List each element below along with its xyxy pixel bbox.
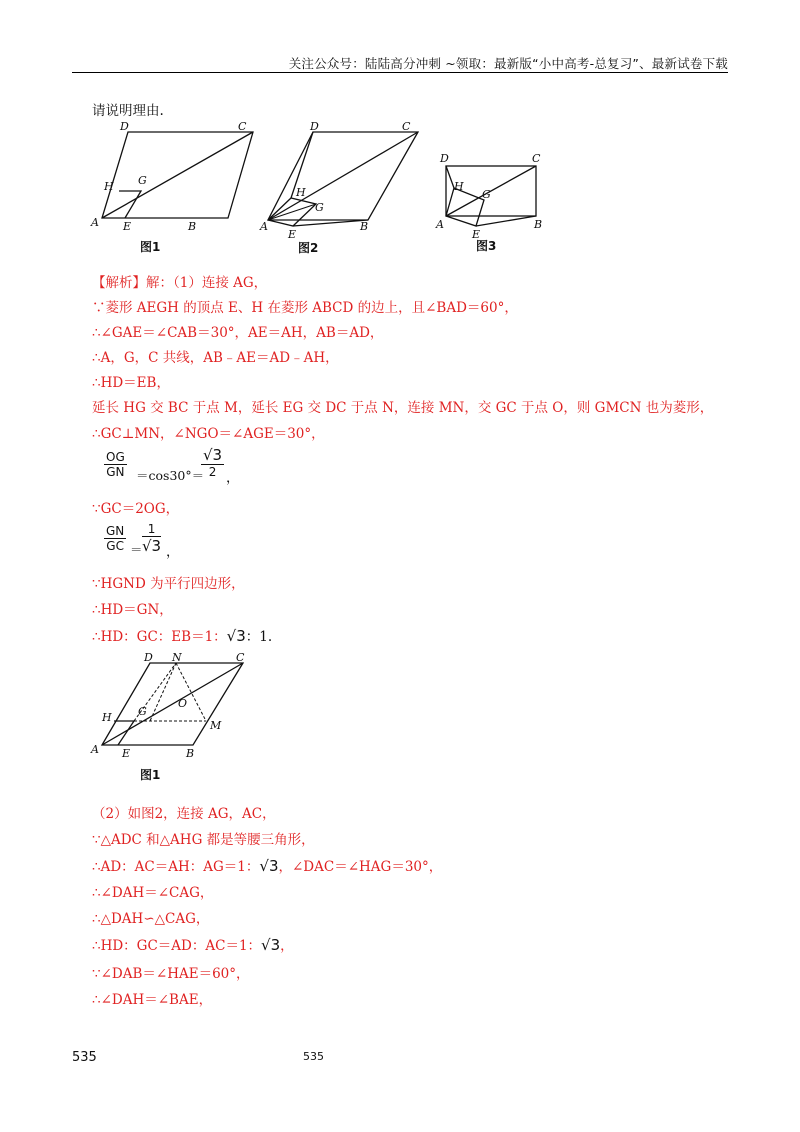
label-h: H [102, 711, 112, 724]
label-g: G [138, 705, 147, 718]
fraction-gn-gc: $\frac{GN}{GC}$ [106, 524, 125, 553]
fraction-1-over-sqrt3: 1 √3 [142, 522, 162, 555]
label-d: D [144, 651, 153, 664]
label-c: C [236, 651, 245, 664]
solution-line-6: 延长 HG 交 BC 于点 M，延长 EG 交 DC 于点 N，连接 MN，交 GC 于点 O，则 GMCN 也为菱形， [92, 400, 714, 416]
solution-line-7: ∴GC⊥MN，∠NGO＝∠AGE＝30°， [92, 426, 325, 442]
label-b: B [186, 747, 195, 760]
figure-2 [258, 118, 428, 258]
label-d: D [310, 120, 319, 133]
label-a: A [436, 218, 444, 231]
label-h: H [104, 180, 114, 193]
header-divider [72, 72, 728, 73]
label-e: E [472, 228, 481, 241]
figure-1-construction [88, 645, 268, 785]
label-o: O [178, 697, 188, 710]
solution-line-5: ∴HD＝EB， [92, 375, 170, 391]
label-e: E [122, 747, 131, 760]
label-d: D [120, 120, 129, 133]
label-e: E [288, 228, 297, 241]
figure-1 [88, 118, 263, 256]
label-m: M [210, 719, 222, 732]
label-h: H [296, 186, 306, 199]
solution-line-2: ∵菱形 AEGH 的顶点 E、H 在菱形 ABCD 的边上，且∠BAD＝60°， [92, 300, 518, 316]
fraction-2-middle: ＝ [130, 542, 143, 557]
fraction-2-tail: ， [166, 544, 180, 560]
label-g: G [482, 188, 491, 201]
label-e: E [123, 220, 132, 233]
figure-3-caption: 图3 [476, 239, 497, 253]
page-header: 关注公众号：陆陆高分冲刺 ~领取：最新版“小中高考-总复习”、最新试卷下载 [288, 56, 728, 71]
label-n: N [172, 651, 182, 664]
figure-3 [432, 148, 547, 254]
fraction-sqrt3-over-2: √3 2 [203, 446, 223, 479]
figure-1-caption: 图1 [140, 768, 161, 782]
part2-line-6: ∴HD：GC＝AD：AC＝1：√3， [92, 936, 294, 954]
solution-line-9: ∵HGND 为平行四边形， [92, 576, 245, 592]
label-a: A [91, 216, 99, 229]
label-b: B [360, 220, 369, 233]
fraction-1-tail: ， [226, 470, 240, 486]
page-number-center: 535 [303, 1050, 324, 1063]
label-g: G [315, 201, 324, 214]
label-c: C [238, 120, 247, 133]
part2-line-3: ∴AD：AC＝AH：AG＝1：√3，∠DAC＝∠HAG＝30°， [92, 857, 443, 875]
part2-line-2: ∵△ADC 和△AHG 都是等腰三角形， [92, 832, 315, 848]
label-a: A [91, 743, 99, 756]
solution-line-11: ∴HD：GC：EB＝1：√3：1. [92, 627, 273, 645]
label-a: A [260, 220, 268, 233]
intro-text: 请说明理由. [92, 103, 164, 119]
label-b: B [188, 220, 197, 233]
solution-line-3: ∴∠GAE＝∠CAB＝30°，AE＝AH，AB＝AD， [92, 325, 384, 341]
label-g: G [138, 174, 147, 187]
fraction-og-gn: $\frac{OG}{GN}$ [106, 450, 125, 479]
label-b: B [534, 218, 543, 231]
fraction-1-middle: ＝cos30°＝ [136, 468, 205, 483]
part2-line-5: ∴△DAH∽△CAG， [92, 911, 210, 927]
part2-line-4: ∴∠DAH＝∠CAG， [92, 885, 214, 901]
solution-line-10: ∴HD＝GN， [92, 602, 173, 618]
label-c: C [402, 120, 411, 133]
label-d: D [440, 152, 449, 165]
solution-line-8: ∵GC＝2OG， [92, 501, 180, 517]
label-c: C [532, 152, 541, 165]
figure-1-caption: 图1 [140, 240, 161, 254]
page-number-left: 535 [72, 1050, 97, 1065]
part2-line-1: （2）如图2，连接 AG，AC， [92, 806, 276, 822]
part2-line-8: ∴∠DAH＝∠BAE， [92, 992, 213, 1008]
solution-line-1: 【解析】解：（1）连接 AG， [92, 275, 268, 291]
part2-line-7: ∵∠DAB＝∠HAE＝60°， [92, 966, 250, 982]
solution-line-4: ∴A，G，C 共线，AB﹣AE＝AD﹣AH， [92, 350, 339, 366]
figure-2-caption: 图2 [298, 241, 319, 255]
label-h: H [454, 180, 464, 193]
